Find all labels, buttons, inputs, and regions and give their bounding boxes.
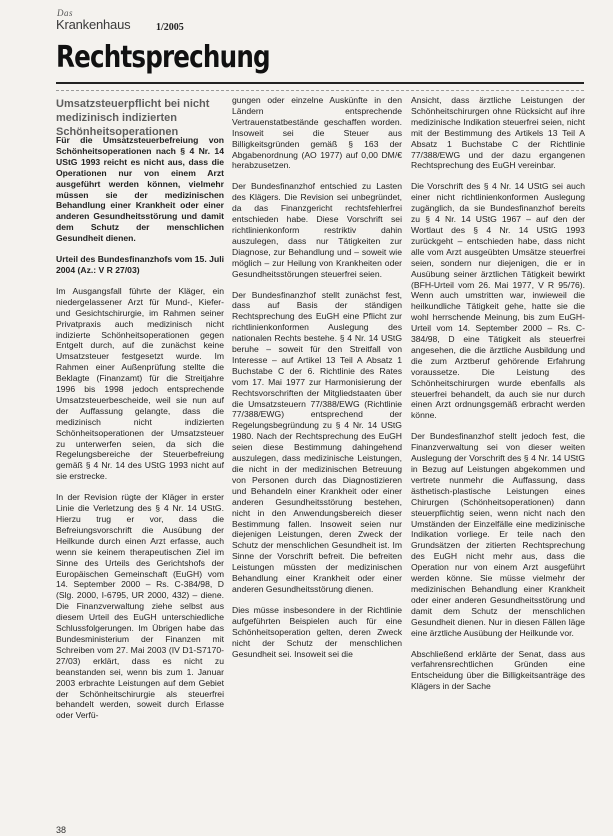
column-1 <box>56 135 224 731</box>
lead-paragraph: Für die Umsatzsteuerbefreiung von Schönheitsoperationen nach § 4 Nr. 14 UStG 1993 reicht es nicht aus, dass die Operationen nur von einem Arzt ausgeführt werden können, vielmehr müssen sie der medizinischen Behandlung einer Krankheit oder einer anderen Gesundheitsstörung und damit dem Schutz der menschlichen Gesundheit dienen. <box>56 135 224 244</box>
body-paragraph: Dies müsse insbesondere in der Richtlinie aufgeführten Beispielen auch für eine Schönheitsoperation gelten, deren Zweck nicht der Schutz der menschlichen Gesundheit sei. Insoweit sei die <box>232 604 402 659</box>
masthead <box>56 8 296 38</box>
column-2 <box>232 95 402 669</box>
section-rule <box>56 82 584 84</box>
body-paragraph: In der Revision rügte der Kläger in erster Linie die Verletzung des § 4 Nr. 14 UStG. Hierzu trug er vor, dass die Befreiungsvorschrift die Ausübung der Heilkunde durch einen Arzt erfasse, auch wenn sie keinem therapeutischen Ziel im Sinne des Urteils des Gerichtshofs der Europäischen Gemeinschaft (EuGH) vom 14. September 2000 – Rs. C-384/98, D (Slg. 2000, I-6795, UR 2000, 432) – diene. Die Finanzverwaltung ziehe selbst aus diesem Urteil des EuGH unterschiedliche Schlussfolgerungen. Im Übrigen habe das Bundesministerium der Finanzen mit Schreiben vom 27. Mai 2003 (IV D1-S7170-27/03) erklärt, dass es nicht zu beanstanden sei, wenn bis zum 1. Januar 2003 erbrachte Leistungen auf dem Gebiet der Schönheitschirurgie als steuerfrei behandelt werden, soweit durch Erlasse oder Verfü- <box>56 492 224 721</box>
dashed-divider <box>56 90 584 91</box>
body-paragraph: Der Bundesfinanzhof stellt zunächst fest, dass auf Basis der ständigen Rechtsprechung des EuGH eine Pflicht zur richtlinienkonformen Auslegung des nationalen Rechts bestehe. § 4 Nr. 14 UStG beruhe – soweit für den Streitfall von Interesse – auf Artikel 13 Teil A Absatz 1 Buchstabe C der 6. Richtlinie des Rates vom 17. Mai 1977 zur Harmonisierung der Rechtsvorschriften der Mitgliedstaaten über die Umsatzsteuern 77/388/EWG (Richtlinie 77/388/EWG) entsprechend der Regelungsbegründung zu § 4 Nr. 14 UStG 1980. Nach der Rechtsprechung des EuGH seien diese Bestimmung dahingehend auszulegen, dass medizinische Leistungen, die nicht in der medizinischen Betreuung von Personen durch das Diagnostizieren und Behandeln einer Krankheit oder einer anderen Gesundheitsstörung bestehen, nicht in den Anwendungsbereich dieser Bestimmung fallen. Insoweit seien nur diejenigen Leistungen, deren Zweck der Schutz der menschlichen Gesundheit ist. Im Sinne der Vorschrift befreit. Die befreiten Leistungen müssten der medizinischen Behandlung einer Krankheit oder einer anderen Gesundheitsstörung dienen. <box>232 289 402 594</box>
page-number: 38 <box>56 825 67 835</box>
logo-top-text: Das <box>57 8 74 18</box>
body-paragraph: Ansicht, dass ärztliche Leistungen der Schönheitschirurgen ohne Rücksicht auf ihre medizinische Indikation steuerfrei seien, nicht mit der Bestimmung des Artikels 13 Teil A Absatz 1 Buchstabe C der Richtlinie 77/388/EWG und der dazu ergangenen Rechtsprechung des EuGH vereinbar. <box>411 95 585 171</box>
article-title: Umsatzsteuerpflicht bei nicht medizinisch indizierten Schönheitsoperationen <box>56 98 210 138</box>
body-paragraph: Der Bundesfinanzhof entschied zu Lasten des Klägers. Die Revision sei unbegründet, da das Finanzgericht rechtsfehlerfrei entschieden habe. Diese Vorschrift sei richtlinienkonform restriktiv dahin auszulegen, dass nur Tätigkeiten zur Diagnose, zur Behandlung und – soweit wie möglich – zur Heilung von Krankheiten oder Gesundheitsstörungen steuerfrei seien. <box>232 181 402 279</box>
logo-name-text: Krankenhaus <box>56 17 131 32</box>
body-paragraph: Im Ausgangsfall führte der Kläger, ein niedergelassener Arzt für Mund-, Kiefer- und Gesichtschirurgie, im Rahmen seiner Privatpraxis auch medizinisch nicht indizierte Schönheitsoperationen gegen Entgelt durch, auf die zunächst keine Umsatzsteuer festgesetzt wurde. Im Rahmen einer Außenprüfung stellte die Beklagte (Finanzamt) für die Streitjahre 1996 bis 1998 jedoch entsprechende Umsatzsteuerbescheide, weil sie nun auf der Auffassung gelangte, dass die medizinisch nicht indizierten Schönheitsoperationen der Umsatzsteuer zu unterwerfen seien, da sich die Regelungsbereiche der Steuerbefreiung gemäß § 4 Nr. 14 des UStG 1993 nicht auf sie erstrecke. <box>56 285 224 482</box>
body-paragraph: Die Vorschrift des § 4 Nr. 14 UStG sei auch einer nicht richtlinienkonformen Auslegung zugänglich, da sie Bundesfinanzhof bereits zu § 4 Nr. 14 UStG 1967 – auf den der Wortlaut des § 4 Nr. 14 UStG 1993 zurückgeht – entschieden habe, dass nicht alle vom Arzt ausgeübten Umsätze steuerfrei seien, sondern nur diejenigen, die er in Ausübung seiner ärztlichen Tätigkeit bewirkt (BFH-Urteil vom 26. Mai 1977, V R 95/76). Wenn auch umstritten war, inwieweil die heilkundliche Tätigkeit gehe, hatte sie die wohl herrschende Meinung, bis zum EuGH-Urteil vom 14. September 2000 – Rs. C-384/98, D eine Tätigkeit als steuerfrei angesehen, die die ärztliche Ausbildung und die zum Arztberuf gehörende Erfahrung voraussetze. Die Leistung des Schönheitschirurgen wurde ebenfalls als steuerfrei behandelt, da auch sie nur durch einen Arzt ordnungsgemäß erbracht werden könne. <box>411 181 585 421</box>
body-paragraph: gungen oder einzelne Auskünfte in den Ländern entsprechende Vertrauenstatbestände geschaffen worden. Insoweit sei die Steuer aus Billigkeitsgründen gemäß § 163 der Abgabenordnung (AO 1977) auf 0,00 DM/€ herabzusetzen. <box>232 95 402 171</box>
section-title: Rechtsprechung <box>56 40 270 75</box>
body-paragraph: Der Bundesfinanzhof stellt jedoch fest, die Finanzverwaltung sei von dieser weiten Auslegung der Vorschrift des § 4 Nr. 14 UStG in Bezug auf Leistungen abgekommen und vertrete nunmehr die Auffassung, dass ästhetisch-plastische Leistungen eines Chirurgen (Schönheitsoperationen) dann steuerpflichtig seien, wenn nicht nach den Umständen der Einzelfälle eine medizinische Indikation vorliege. Er teile nach den Grundsätzen der zitierten Rechtsprechung des EuGH nicht mehr aus, dass die Operation nur von einem Arzt ausgeführt werden könne. Sie müsse vielmehr der medizinischen Behandlung einer Krankheit oder einer anderen Gesundheitsstörung und damit dem Schutz der menschlichen Gesundheit dienen. Nur in diesen Fällen läge eine ärztliche Ausübung der Heilkunde vor. <box>411 431 585 638</box>
body-paragraph: Abschließend erklärte der Senat, dass aus verfahrensrechtlichen Gründen eine Entscheidung über die Billigkeitsanträge des Klägers in der Sache <box>411 648 585 692</box>
issue-number: 1/2005 <box>156 22 184 33</box>
column-3 <box>411 95 585 702</box>
ruling-subhead: Urteil des Bundesfinanzhofs vom 15. Juli 2004 (Az.: V R 27/03) <box>56 254 224 275</box>
